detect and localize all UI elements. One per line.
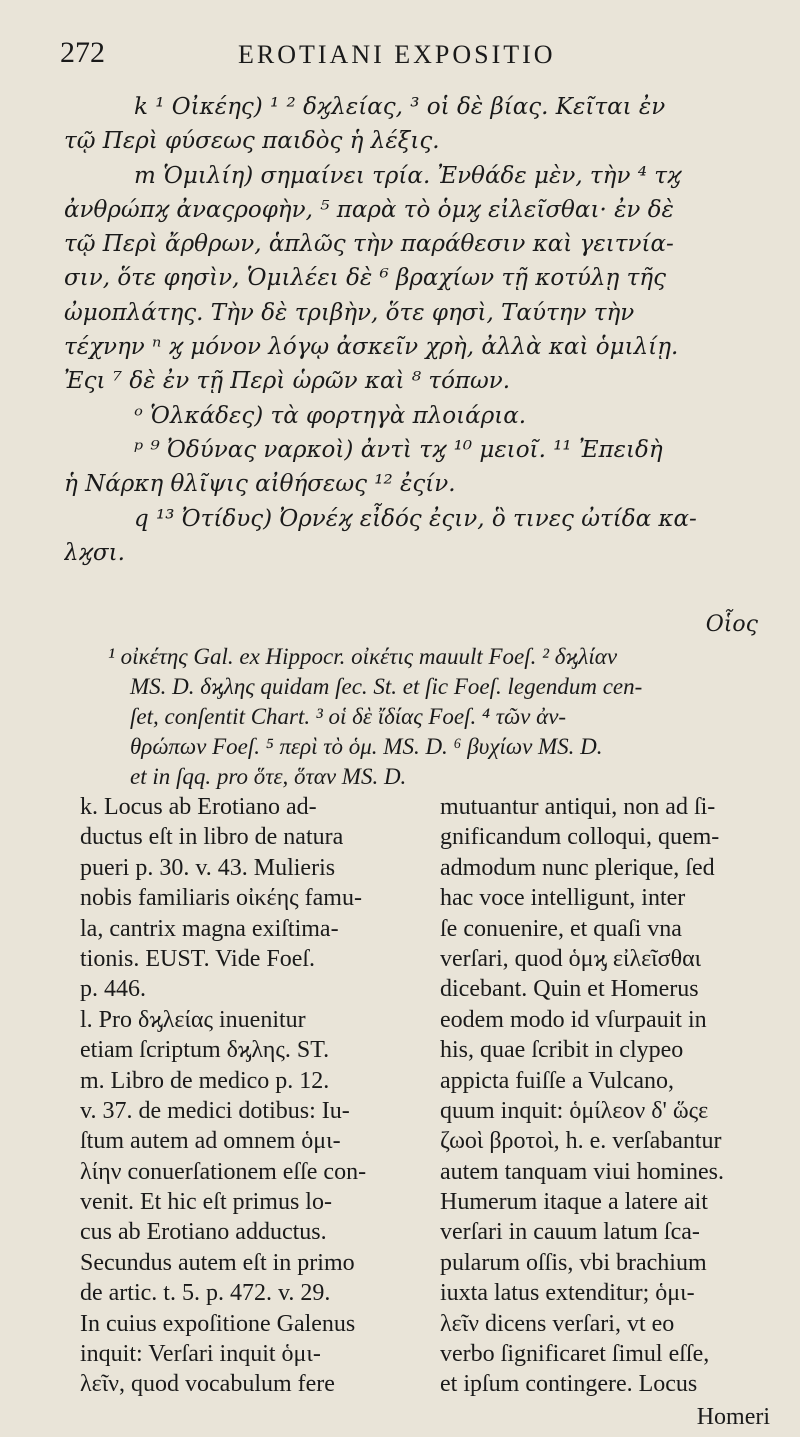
greek-line: k ¹ Οἰκέης) ¹ ² δϗλείας, ³ οἱ δὲ βίας. Κεῖται ἐν: [134, 94, 666, 120]
commentary-line: etiam ſcriptum δϗλης. ST.: [80, 1037, 330, 1064]
greek-line: q ¹³ Ὀτίδυς) Ὀρνέϗ εἶδός ἐςιν, ὃ τινες ὠτίδα κα-: [134, 505, 697, 532]
footnotes: [108, 642, 788, 792]
commentary-line: p. 446.: [80, 976, 146, 1003]
greek-line: λϗσι.: [64, 539, 125, 566]
commentary-line: tionis. EUST. Vide Foeſ.: [80, 945, 316, 972]
commentary-line: hac voce intelligunt, inter: [440, 885, 686, 912]
footnote-line: θρώπων Foeſ. ⁵ περὶ τὸ ὁμ. MS. D. ⁶ βυχίων MS. D.: [130, 734, 603, 759]
greek-line: τῷ Περὶ φύσεως παιδὸς ἡ λέξις.: [64, 128, 440, 155]
commentary-line: la, cantrix magna exiſtima-: [80, 915, 339, 942]
commentary-line: iuxta latus extenditur; ὁμι-: [440, 1280, 695, 1307]
commentary-line: dicebant. Quin et Homerus: [440, 976, 699, 1003]
commentary-line: λεῖν dicens verſari, vt eo: [440, 1310, 675, 1337]
commentary-line: autem tanquam viui homines.: [440, 1158, 724, 1185]
commentary-line: pueri p. 30. v. 43. Mulieris: [80, 854, 336, 881]
commentary-line: λίην conuerſationem eſſe con-: [80, 1158, 367, 1185]
footnote-line: ſet, conſentit Chart. ³ οἱ δὲ ἴδίας Foeſ. ⁴ τῶν ἀν-: [130, 704, 567, 729]
commentary-line: eodem modo id vſurpauit in: [440, 1006, 707, 1033]
commentary-line: verſari in cauum latum ſca-: [440, 1219, 700, 1246]
footnote-line: et in ſqq. pro ὅτε, ὅταν MS. D.: [130, 764, 407, 789]
commentary-line: appicta fuiſſe a Vulcano,: [440, 1067, 675, 1094]
footnote-line: ¹ οἰκέτης Gal. ex Hippocr. οἰκέτις mauult Foeſ. ² δϗλίαν: [108, 644, 618, 669]
commentary-line: et ipſum contingere. Locus: [440, 1371, 698, 1398]
page-number: 272: [60, 36, 105, 69]
commentary-line: ſtum autem ad omnem ὁμι-: [80, 1128, 341, 1155]
running-title: EROTIANI EXPOSITIO: [238, 40, 556, 69]
commentary-right-column: [440, 792, 780, 1400]
commentary-line: Humerum itaque a latere ait: [440, 1189, 708, 1216]
greek-line: τέχνην ⁿ ϗ μόνον λόγῳ ἀσκεῖν χρὴ, ἀλλὰ καὶ ὁμιλίῃ.: [64, 334, 679, 361]
commentary-line: Secundus autem eſt in primo: [80, 1249, 355, 1276]
commentary-line: verſari, quod ὁμϗ εἰλεῖσθαι: [440, 945, 702, 972]
commentary-left-column: [80, 792, 420, 1400]
commentary-line: ſe conuenire, et quaſi vna: [440, 915, 682, 942]
greek-main-text: [64, 90, 780, 570]
commentary-line: v. 37. de medici dotibus: Iu-: [80, 1097, 350, 1124]
commentary-line: his, quae ſcribit in clypeo: [440, 1037, 684, 1064]
catchword-greek: Οἷος: [705, 612, 758, 637]
greek-line: τῷ Περὶ ἄρθρων, ἁπλῶς τὴν παράθεσιν καὶ γειτνία-: [64, 231, 674, 258]
page-header: [60, 36, 760, 76]
greek-line: Ἐςι ⁷ δὲ ἐν τῇ Περὶ ὡρῶν καὶ ⁸ τόπων.: [64, 368, 511, 395]
commentary-line: l. Pro δϗλείας inuenitur: [80, 1006, 306, 1033]
catchword-latin: Homeri: [696, 1404, 770, 1430]
commentary-line: nobis familiaris οἰκέης famu-: [80, 885, 362, 912]
greek-line: m Ὁμιλίη) σημαίνει τρία. Ἐνθάδε μὲν, τὴν ⁴ τϗ: [134, 162, 682, 189]
commentary-line: admodum nunc plerique, ſed: [440, 854, 715, 881]
commentary-line: verbo ſignificaret ſimul eſſe,: [440, 1341, 710, 1368]
greek-line: ἡ Νάρκη θλῖψις αἰθήσεως ¹² ἐςίν.: [64, 471, 456, 498]
commentary-line: venit. Et hic eſt primus lo-: [80, 1189, 332, 1216]
commentary-line: k. Locus ab Erotiano ad-: [80, 794, 317, 820]
commentary-line: In cuius expoſitione Galenus: [80, 1310, 356, 1337]
commentary-line: λεῖν, quod vocabulum fere: [80, 1371, 335, 1398]
greek-line: σιν, ὅτε φησὶν, Ὁμιλέει δὲ ⁶ βραχίων τῇ κοτύλῃ τῆς: [64, 265, 666, 292]
commentary-line: ζωοὶ βροτοὶ, h. e. verſabantur: [440, 1128, 722, 1155]
commentary-line: pularum oſſis, vbi brachium: [440, 1249, 707, 1276]
greek-line: ἀνθρώπϗ ἀναςροφὴν, ⁵ παρὰ τὸ ὁμϗ εἰλεῖσθαι· ἐν δὲ: [64, 196, 674, 223]
greek-line: ᵒ Ὁλκάδες) τὰ φορτηγὰ πλοιάρια.: [134, 402, 527, 429]
greek-line: ὠμοπλάτης. Τὴν δὲ τριβὴν, ὅτε φησὶ, Ταύτην τὴν: [64, 299, 635, 326]
commentary-line: ductus eſt in libro de natura: [80, 824, 344, 851]
greek-line: ᵖ ⁹ Ὀδύνας ναρκοὶ) ἀντὶ τϗ ¹⁰ μειοῖ. ¹¹ Ἐπειδὴ: [134, 436, 663, 463]
commentary-line: quum inquit: ὁμίλεον δ' ὥςε: [440, 1097, 709, 1124]
commentary-line: de artic. t. 5. p. 472. v. 29.: [80, 1280, 331, 1307]
commentary-line: mutuantur antiqui, non ad ſi-: [440, 794, 716, 820]
commentary-line: cus ab Erotiano adductus.: [80, 1219, 327, 1246]
commentary-line: inquit: Verſari inquit ὁμι-: [80, 1341, 321, 1368]
commentary-line: gnificandum colloqui, quem-: [440, 824, 720, 851]
footnote-line: MS. D. δϗλης quidam ſec. St. et ſic Foeſ. legendum cen-: [130, 674, 643, 699]
commentary-line: m. Libro de medico p. 12.: [80, 1067, 330, 1094]
